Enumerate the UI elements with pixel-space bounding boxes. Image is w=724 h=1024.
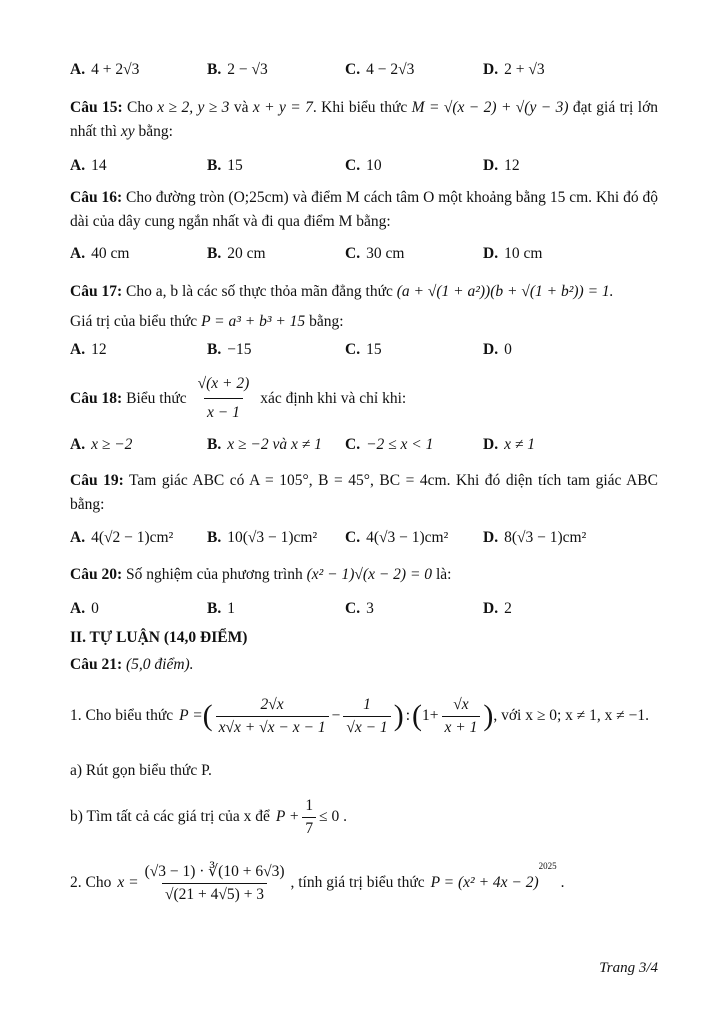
q20-option-d: D. 2 [483, 600, 512, 617]
question-20: Câu 20: Số nghiệm của phương trình (x² − 1)√(x − 2) = 0 là: [70, 566, 452, 583]
q14-options [70, 58, 658, 82]
q15-option-c: C. 10 [345, 157, 382, 174]
q14-option-d: D. 2 + √3 [483, 61, 545, 78]
question-17: Câu 17: Cho a, b là các số thực thỏa mãn đẳng thức (a + √(1 + a²))(b + √(1 + b²)) = 1. Giá trị của biểu thức P = a³ + b³ + 15 bằng: [70, 283, 614, 330]
q15-option-d: D. 12 [483, 157, 520, 174]
question-21: Câu 21: (5,0 điểm). [70, 656, 194, 673]
q17-options [70, 338, 658, 362]
q18-fraction: $\frac{√(x + 2)}{x - 1}$ [195, 372, 253, 425]
q20-option-a: A. 0 [70, 600, 99, 617]
q19-option-b: B. 10(√3 − 1)cm² [207, 529, 318, 546]
q18-option-c: C. −2 ≤ x < 1 [345, 436, 434, 453]
q21-part-b: b) Tìm tất cả các giá trị của x để P + $\frac{1}{7}$ ≤ 0 . [70, 796, 347, 837]
q14-option-c: C. 4 − 2√3 [345, 61, 415, 78]
q18-option-b: B. x ≥ −2 và x ≠ 1 [207, 436, 322, 453]
q21-part-a: a) Rút gọn biểu thức P. [70, 762, 212, 779]
q17-option-a: A. 12 [70, 341, 107, 358]
q15-option-a: A. 14 [70, 157, 107, 174]
q18-option-a: A. x ≥ −2 [70, 436, 133, 453]
question-19: Câu 19: Tam giác ABC có A = 105°, B = 45°, BC = 4cm. Khi đó diện tích tam giác ABC bằng: [70, 472, 658, 513]
q20-option-c: C. 3 [345, 600, 374, 617]
q20-options [70, 597, 658, 621]
q21-part2: 2. Cho x = $\frac{(√3 - 1) \cdot ∛(10 + 6√3)}{√(21 + 4√5) + 3}$ , tính giá trị biểu thức P = (x² + 4x − 2) 2025 . [70, 861, 565, 903]
q19-option-d: D. 8(√3 − 1)cm² [483, 529, 587, 546]
q14-option-b: B. 2 − √3 [207, 61, 268, 78]
question-18: Câu 18: Biểu thức $\frac{√(x + 2)}{x - 1}$ xác định khi và chỉ khi: [70, 372, 658, 425]
q16-option-d: D. 10 cm [483, 245, 543, 262]
q16-options [70, 242, 658, 266]
q18-option-d: D. x ≠ 1 [483, 436, 535, 453]
section-heading: II. TỰ LUẬN (14,0 ĐIỂM) [70, 629, 248, 646]
q16-option-b: B. 20 cm [207, 245, 266, 262]
q17-option-d: D. 0 [483, 341, 512, 358]
q16-option-a: A. 40 cm [70, 245, 130, 262]
exam-page [70, 58, 658, 913]
q20-option-b: B. 1 [207, 600, 235, 617]
q18-options [70, 433, 658, 457]
page-footer: Trang 3/4 [599, 960, 658, 976]
q21-part1: 1. Cho biểu thức P = ( $\frac{2√x}{x√x + √x - x - 1}$ − $\frac{1}{√x - 1}$ ) : ( 1+ $\frac{√x}{x + 1}$ ) , với x ≥ 0; x ≠ 1, x ≠ −1. [70, 695, 650, 736]
q19-option-c: C. 4(√3 − 1)cm² [345, 529, 449, 546]
q15-options [70, 154, 658, 178]
q17-option-b: B. −15 [207, 341, 252, 358]
q14-option-a: A. 4 + 2√3 [70, 61, 140, 78]
q16-option-c: C. 30 cm [345, 245, 405, 262]
q19-options [70, 525, 658, 551]
question-16: Câu 16: Cho đường tròn (O;25cm) và điểm M cách tâm O một khoảng bằng 15 cm. Khi đó độ dài của dây cung ngắn nhất và đi qua điểm M bằng: [70, 189, 659, 230]
question-15: Câu 15: Cho x ≥ 2, y ≥ 3 và x + y = 7. Khi biểu thức M = √(x − 2) + √(y − 3) đạt giá trị lớn nhất thì xy bằng: [70, 99, 659, 140]
q17-option-c: C. 15 [345, 341, 382, 358]
q15-option-b: B. 15 [207, 157, 243, 174]
q19-option-a: A. 4(√2 − 1)cm² [70, 529, 174, 546]
